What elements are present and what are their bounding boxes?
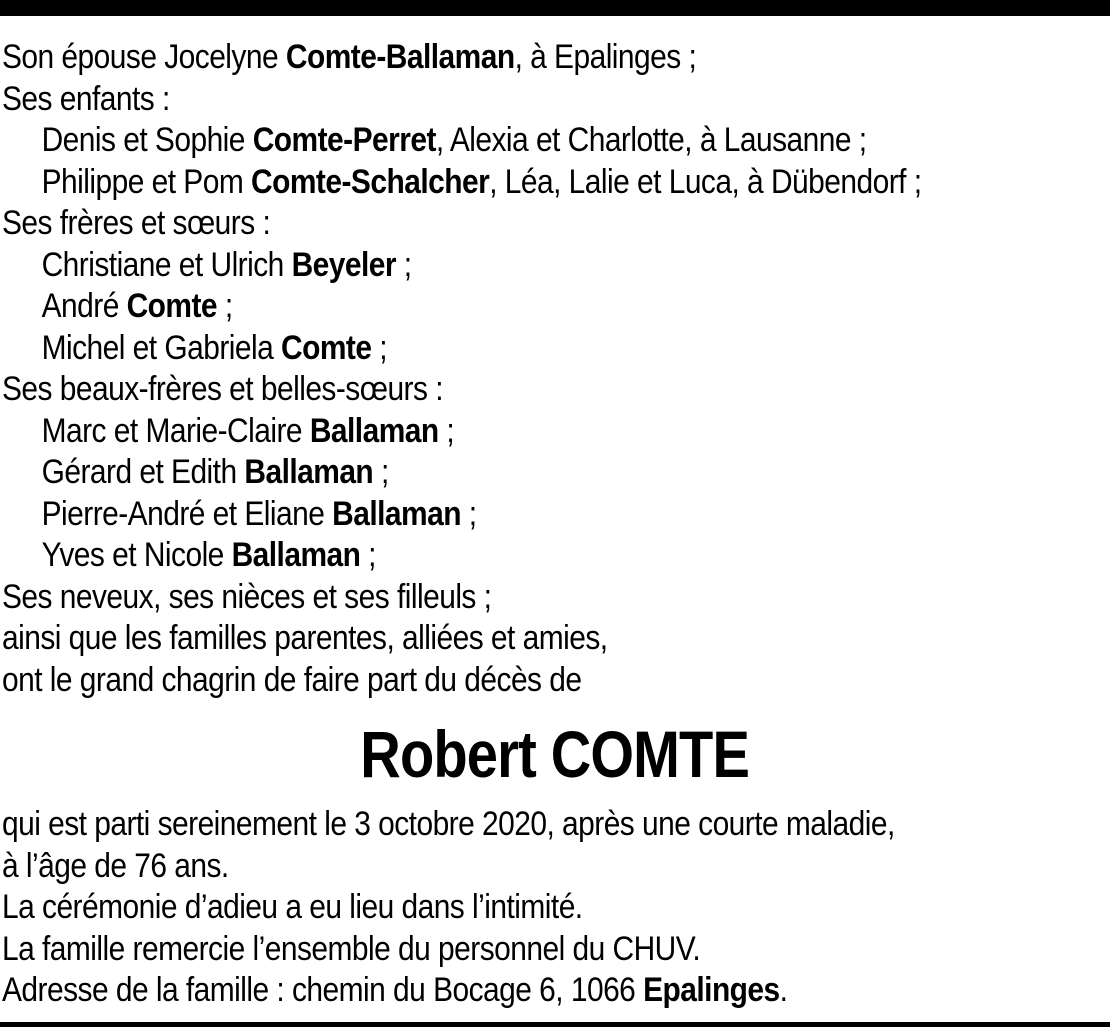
sibling-line [2,286,921,328]
address-suffix: . [779,971,788,1009]
child-first-names: Denis et Sophie [41,121,253,159]
in-law-suffix: ; [373,453,389,491]
child-line [2,162,921,204]
address-town: Epalinges [643,971,780,1009]
ceremony-line: La cérémonie d’adieu a eu lieu dans l’intimité. [2,888,583,926]
sibling-line [2,245,921,287]
sibling-suffix: ; [396,245,412,284]
child-details: , Alexia et Charlotte, à Lausanne ; [435,121,867,159]
spouse-line [2,37,921,79]
passing-line: qui est parti sereinement le 3 octobre 2020, après une courte maladie, [2,805,895,843]
in-law-line [2,411,921,453]
in-law-line [2,494,921,536]
in-law-first-names: Gérard et Edith [41,453,245,491]
in-law-suffix: ; [438,411,455,450]
in-law-first-names: Marc et Marie-Claire [41,411,310,450]
top-border-rule [0,0,1110,16]
sibling-surname: Beyeler [291,245,397,284]
in-law-line [2,535,921,577]
child-first-names: Philippe et Pom [41,162,252,201]
child-surname: Comte-Schalcher [251,162,490,201]
in-law-surname: Ballaman [244,453,374,491]
intro-line: ont le grand chagrin de faire part du décès de [2,660,582,699]
in-law-surname: Ballaman [231,536,361,574]
sibling-surname: Comte [281,328,372,367]
child-details: , Léa, Lalie et Luca, à Dübendorf ; [489,162,922,201]
families-line: ainsi que les familles parentes, alliées et amies, [2,619,608,657]
thanks-line: La famille remercie l’ensemble du personnel du CHUV. [2,929,701,968]
sibling-first-names: André [41,287,127,325]
nephews-line: Ses neveux, ses nièces et ses filleuls ; [2,577,492,616]
in-law-surname: Ballaman [309,411,439,450]
family-list [2,37,921,701]
spouse-prefix: Son épouse Jocelyne [2,38,286,76]
deceased-name-heading [0,716,1110,792]
children-heading: Ses enfants : [2,79,170,118]
spouse-surname: Comte-Ballaman [285,38,515,76]
closing-text [2,804,895,1012]
in-laws-heading: Ses beaux-frères et belles-sœurs : [2,370,443,408]
in-law-first-names: Yves et Nicole [41,536,232,574]
bottom-border-rule [0,1022,1110,1027]
in-law-first-names: Pierre-André et Eliane [41,494,333,533]
in-law-surname: Ballaman [332,494,461,533]
sibling-suffix: ; [217,287,233,325]
child-surname: Comte-Perret [252,121,436,159]
child-line [2,120,921,162]
in-law-line [2,452,921,494]
address-prefix: Adresse de la famille : chemin du Bocage 6, 1066 [2,971,644,1009]
spouse-location: , à Epalinges ; [514,38,697,76]
in-law-suffix: ; [460,494,477,533]
in-law-suffix: ; [360,536,376,574]
sibling-first-names: Michel et Gabriela [41,328,282,367]
deceased-name: Robert COMTE [360,717,750,791]
sibling-surname: Comte [126,287,218,325]
age-line: à l’âge de 76 ans. [2,846,229,885]
address-line [2,970,895,1012]
sibling-line [2,328,921,370]
sibling-first-names: Christiane et Ulrich [41,245,292,284]
sibling-suffix: ; [371,328,388,367]
siblings-heading: Ses frères et sœurs : [2,204,271,242]
